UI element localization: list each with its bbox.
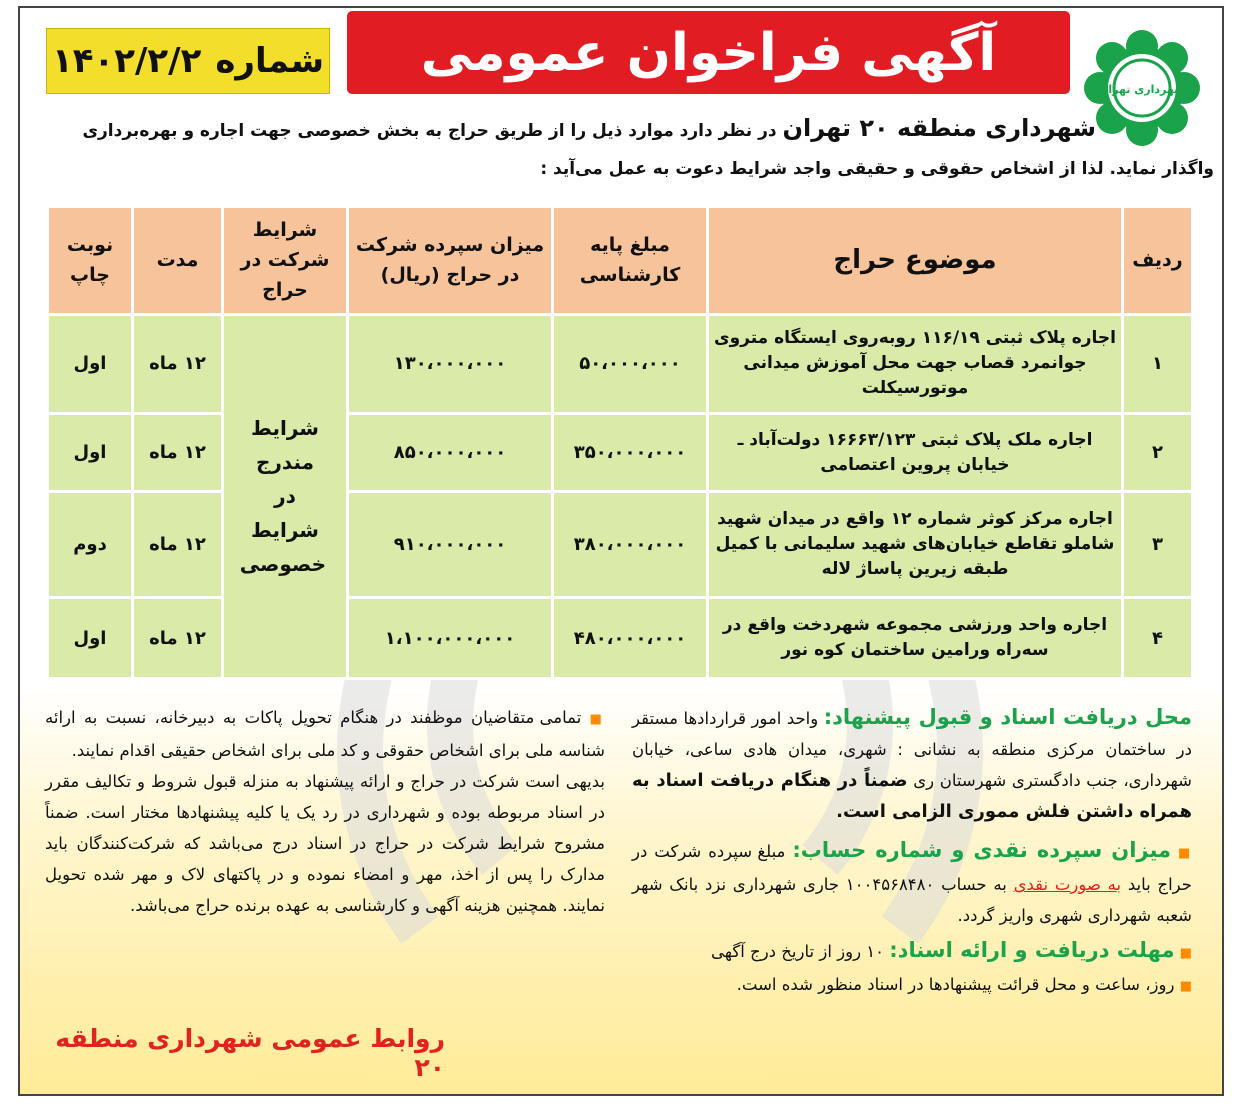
header-conditions: شرایط شرکت در حراج [223, 207, 348, 315]
row-num: ۴ [1123, 598, 1193, 679]
title-banner [347, 11, 1070, 94]
cash-highlight: به صورت نقدی [1013, 875, 1122, 894]
row-base-price: ۵۰،۰۰۰،۰۰۰ [553, 314, 708, 413]
documents-location-text: واحد امور قراردادها مستقر در ساختمان مرکزی منطقه به نشانی : شهری، میدان هادی ساعی، خیابان شهرداری، جنب دادگستری شهرستان ری [632, 709, 1192, 790]
terms-paragraph [45, 766, 605, 921]
row-num: ۱ [1123, 314, 1193, 413]
row-base-price: ۴۸۰،۰۰۰،۰۰۰ [553, 598, 708, 679]
row-print-turn: دوم [48, 492, 133, 598]
ad-number-box [46, 28, 330, 94]
row-print-turn: اول [48, 598, 133, 679]
table-row [48, 314, 1193, 413]
row-print-turn: اول [48, 314, 133, 413]
table-row [48, 413, 1193, 492]
deposit-paragraph [632, 835, 1192, 931]
header-row-num: ردیف [1123, 207, 1193, 315]
row-duration: ۱۲ ماه [133, 314, 223, 413]
row-duration: ۱۲ ماه [133, 413, 223, 492]
row-num: ۳ [1123, 492, 1193, 598]
deadline-text: ۱۰ روز از تاریخ درج آگهی [711, 942, 885, 961]
row-duration: ۱۲ ماه [133, 598, 223, 679]
national-id-text: تمامی متقاضیان موظفند در هنگام تحویل پاکات به دبیرخانه، نسبت به ارائه شناسه ملی برای اشخاص حقوقی و کد ملی برای اشخاص حقیقی اقدام نمایند. [45, 708, 605, 760]
deposit-text-b: به حساب ۱۰۰۴۵۶۸۴۸۰ جاری شهرداری نزد بانک شهر شعبه شهرداری شهری واریز گردد. [632, 875, 1192, 925]
auction-table [46, 205, 1194, 680]
terms-text: بدیهی است شرکت در حراج و ارائه پیشنهاد به منزله قبول شروط و تکالیف مقرر در اسناد مربوطه بوده و شهرداری در رد یک یا کلیه پیشنهادها مختار است. ضمناً مشروح شرایط شرکت در حراج در اسناد درج می‌باشد که شرکت‌کنندگان باید مدارک را پس از اخذ، مهر و امضاء نموده و در پاکتهای لاک و مهر شده تحویل نمایند. همچنین هزینه آگهی و کارشناسی به عهده برنده حراج می‌باشد. [45, 772, 605, 915]
intro-line-1 [30, 110, 1096, 149]
bullet-icon: ■ [1179, 979, 1192, 994]
bullet-icon: ■ [589, 712, 606, 727]
row-deposit: ۱۳۰،۰۰۰،۰۰۰ [348, 314, 553, 413]
org-name: شهرداری منطقه ۲۰ تهران [782, 114, 1096, 142]
header-subject: موضوع حراج [708, 207, 1123, 315]
documents-location-heading: محل دریافت اسناد و قبول پیشنهاد: [823, 705, 1193, 729]
number-value: ۱۴۰۲/۲/۲ [52, 41, 202, 81]
number-label: شماره [215, 41, 324, 81]
header-duration: مدت [133, 207, 223, 315]
table-header-row [48, 207, 1193, 315]
intro-text-2: واگذار نماید. لذا از اشخاص حقوقی و حقیقی واجد شرایط دعوت به عمل می‌آید : [540, 159, 1214, 179]
row-num: ۲ [1123, 413, 1193, 492]
tehran-municipality-logo [1082, 28, 1202, 148]
opening-paragraph [632, 969, 1192, 1002]
row-subject: اجاره مرکز کوثر شماره ۱۲ واقع در میدان شهید شاملو تقاطع خیابان‌های شهید سلیمانی با کمیل طبقه زیرین پاساژ لاله [708, 492, 1123, 598]
table-row [48, 598, 1193, 679]
opening-text: روز، ساعت و محل قرائت پیشنهادها در اسناد منظور شده است. [736, 975, 1175, 994]
flash-memory-note: ضمناً در هنگام دریافت اسناد به همراه داشتن فلش مموری الزامی است. [632, 770, 1192, 822]
row-print-turn: اول [48, 413, 133, 492]
row-deposit: ۱،۱۰۰،۰۰۰،۰۰۰ [348, 598, 553, 679]
row-subject: اجاره واحد ورزشی مجموعه شهردخت واقع در سه‌راه ورامین ساختمان کوه نور [708, 598, 1123, 679]
deposit-heading: میزان سپرده نقدی و شماره حساب: [792, 838, 1172, 862]
right-column [632, 702, 1192, 1002]
logo-text: شهرداری تهران [1099, 83, 1185, 96]
public-relations-signature: روابط عمومی شهرداری منطقه ۲۰ [55, 1024, 445, 1082]
national-id-paragraph [45, 702, 605, 766]
deposit-text-a: مبلغ سپرده شرکت در حراج باید [632, 842, 1192, 894]
row-base-price: ۳۸۰،۰۰۰،۰۰۰ [553, 492, 708, 598]
left-column [45, 702, 605, 921]
ad-title: آگهی فراخوان عمومی [420, 22, 997, 83]
row-conditions: شرایط مندرج در شرایط خصوصی [223, 314, 348, 678]
intro-line-2 [486, 151, 1214, 187]
table-row [48, 492, 1193, 598]
row-deposit: ۸۵۰،۰۰۰،۰۰۰ [348, 413, 553, 492]
row-base-price: ۳۵۰،۰۰۰،۰۰۰ [553, 413, 708, 492]
row-subject: اجاره پلاک ثبتی ۱۱۶/۱۹ روبه‌روی ایستگاه متروی جوانمرد قصاب جهت محل آموزش میدانی موتورسیکلت [708, 314, 1123, 413]
bullet-icon: ■ [1179, 946, 1192, 961]
row-deposit: ۹۱۰،۰۰۰،۰۰۰ [348, 492, 553, 598]
row-subject: اجاره ملک پلاک ثبتی ۱۶۶۶۳/۱۲۳ دولت‌آباد ـ خیابان پروین اعتصامی [708, 413, 1123, 492]
header-base-price: مبلغ پایه کارشناسی [553, 207, 708, 315]
deadline-heading: مهلت دریافت و ارائه اسناد: [889, 938, 1175, 962]
row-duration: ۱۲ ماه [133, 492, 223, 598]
header-deposit: میزان سپرده شرکت در حراج (ریال) [348, 207, 553, 315]
intro-text-1: در نظر دارد موارد ذیل را از طریق حراج به بخش خصوصی جهت اجاره و بهره‌برداری [82, 121, 777, 141]
deadline-paragraph [632, 935, 1192, 969]
documents-location-paragraph [632, 702, 1192, 827]
header-print-turn: نوبت چاپ [48, 207, 133, 315]
bullet-icon: ■ [1178, 846, 1192, 861]
